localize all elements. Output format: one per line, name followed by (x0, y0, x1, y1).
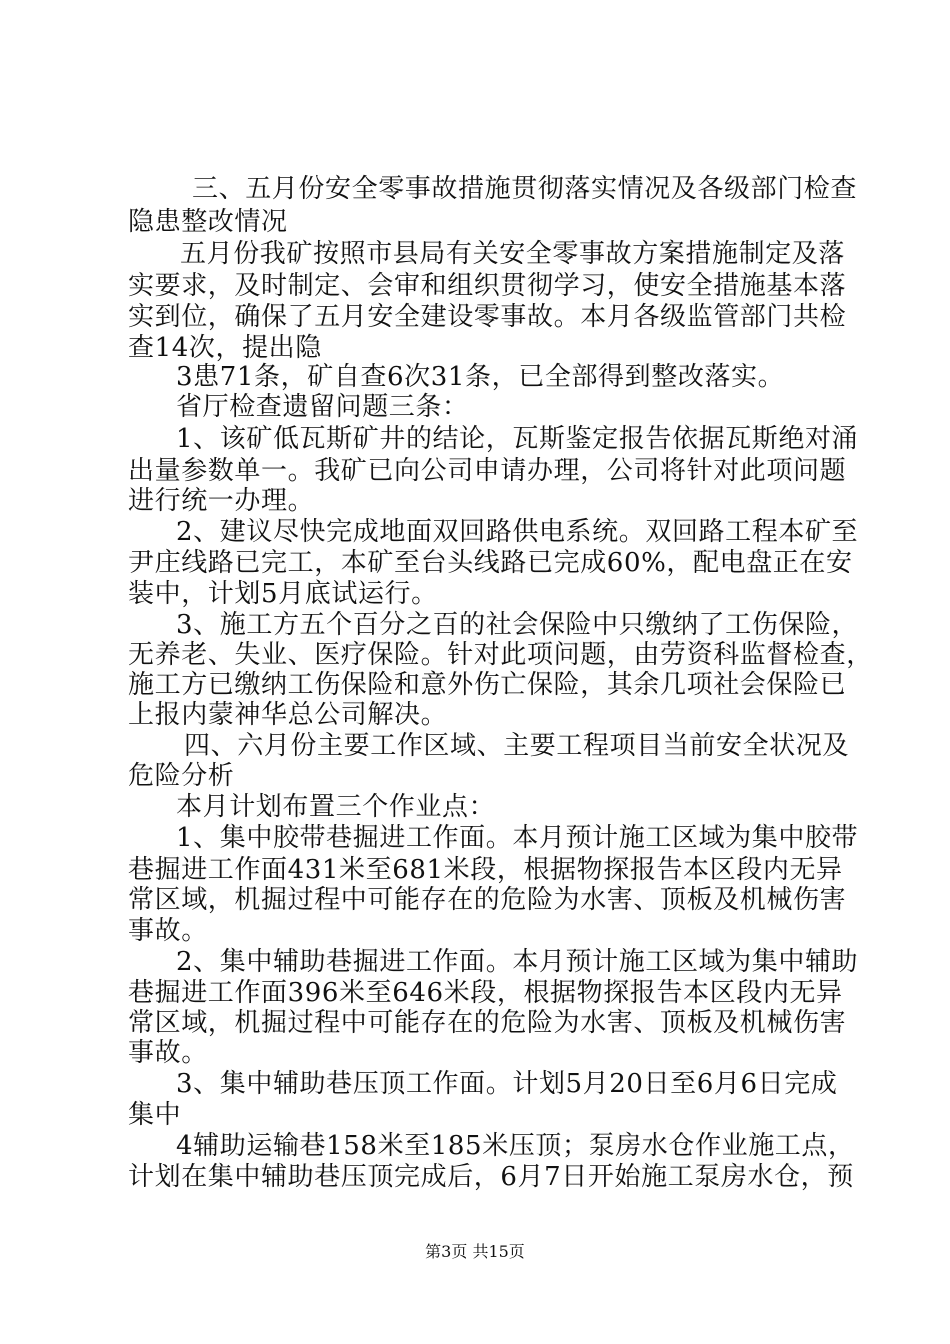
text-line: 3、集中辅助巷压顶工作面。计划5月20日至6月6日完成 (176, 1069, 838, 1099)
text-line: 实到位，确保了五月安全建设零事故。本月各级监管部门共检 (128, 302, 847, 332)
text-line: 上报内蒙神华总公司解决。 (128, 700, 448, 730)
text-line: 装中，计划5月底试运行。 (128, 579, 438, 609)
text-line: 五月份我矿按照市县局有关安全零事故方案措施制定及落 (180, 239, 846, 269)
text-line: 常区域，机掘过程中可能存在的危险为水害、顶板及机械伤害 (128, 1008, 847, 1038)
text-line: 事故。 (128, 1038, 208, 1068)
text-line: 2、建议尽快完成地面双回路供电系统。双回路工程本矿至 (176, 517, 859, 547)
text-line: 4辅助运输巷158米至185米压顶；泵房水仓作业施工点， (176, 1131, 855, 1161)
section-heading: 四、六月份主要工作区域、主要工程项目当前安全状况及 (184, 731, 850, 761)
text-line: 1、该矿低瓦斯矿井的结论，瓦斯鉴定报告依据瓦斯绝对涌 (176, 424, 859, 454)
text-line: 2、集中辅助巷掘进工作面。本月预计施工区域为集中辅助 (176, 947, 859, 977)
text-line: 巷掘进工作面431米至681米段，根据物探报告本区段内无异 (128, 855, 843, 885)
text-line: 查14次，提出隐 (128, 333, 322, 363)
text-line: 省厅检查遗留问题三条： (176, 392, 469, 422)
text-line: 尹庄线路已完工，本矿至台头线路已完成60%，配电盘正在安 (128, 548, 853, 578)
text-line: 进行统一办理。 (128, 486, 315, 516)
text-line: 出量参数单一。我矿已向公司申请办理，公司将针对此项问题 (128, 456, 847, 486)
section-heading: 三、五月份安全零事故措施贯彻落实情况及各级部门检查 (192, 174, 858, 204)
page-number: 第3页 共15页 (425, 1242, 525, 1261)
text-line: 施工方已缴纳工伤保险和意外伤亡保险，其余几项社会保险已 (128, 670, 847, 700)
text-line: 3患71条，矿自查6次31条，已全部得到整改落实。 (176, 362, 785, 392)
text-line: 本月计划布置三个作业点： (176, 792, 496, 822)
text-line: 常区域，机掘过程中可能存在的危险为水害、顶板及机械伤害 (128, 885, 847, 915)
text-line: 计划在集中辅助巷压顶完成后，6月7日开始施工泵房水仓，预 (128, 1162, 854, 1192)
text-line: 3、施工方五个百分之百的社会保险中只缴纳了工伤保险， (176, 610, 859, 640)
text-line: 事故。 (128, 916, 208, 946)
text-line: 实要求，及时制定、会审和组织贯彻学习，使安全措施基本落 (128, 271, 847, 301)
text-line: 集中 (128, 1100, 182, 1130)
text-line: 隐患整改情况 (128, 207, 288, 237)
text-line: 无养老、失业、医疗保险。针对此项问题，由劳资科监督检查， (128, 640, 873, 670)
text-line: 巷掘进工作面396米至646米段，根据物探报告本区段内无异 (128, 978, 843, 1008)
text-line: 危险分析 (128, 761, 235, 791)
text-line: 1、集中胶带巷掘进工作面。本月预计施工区域为集中胶带 (176, 823, 859, 853)
